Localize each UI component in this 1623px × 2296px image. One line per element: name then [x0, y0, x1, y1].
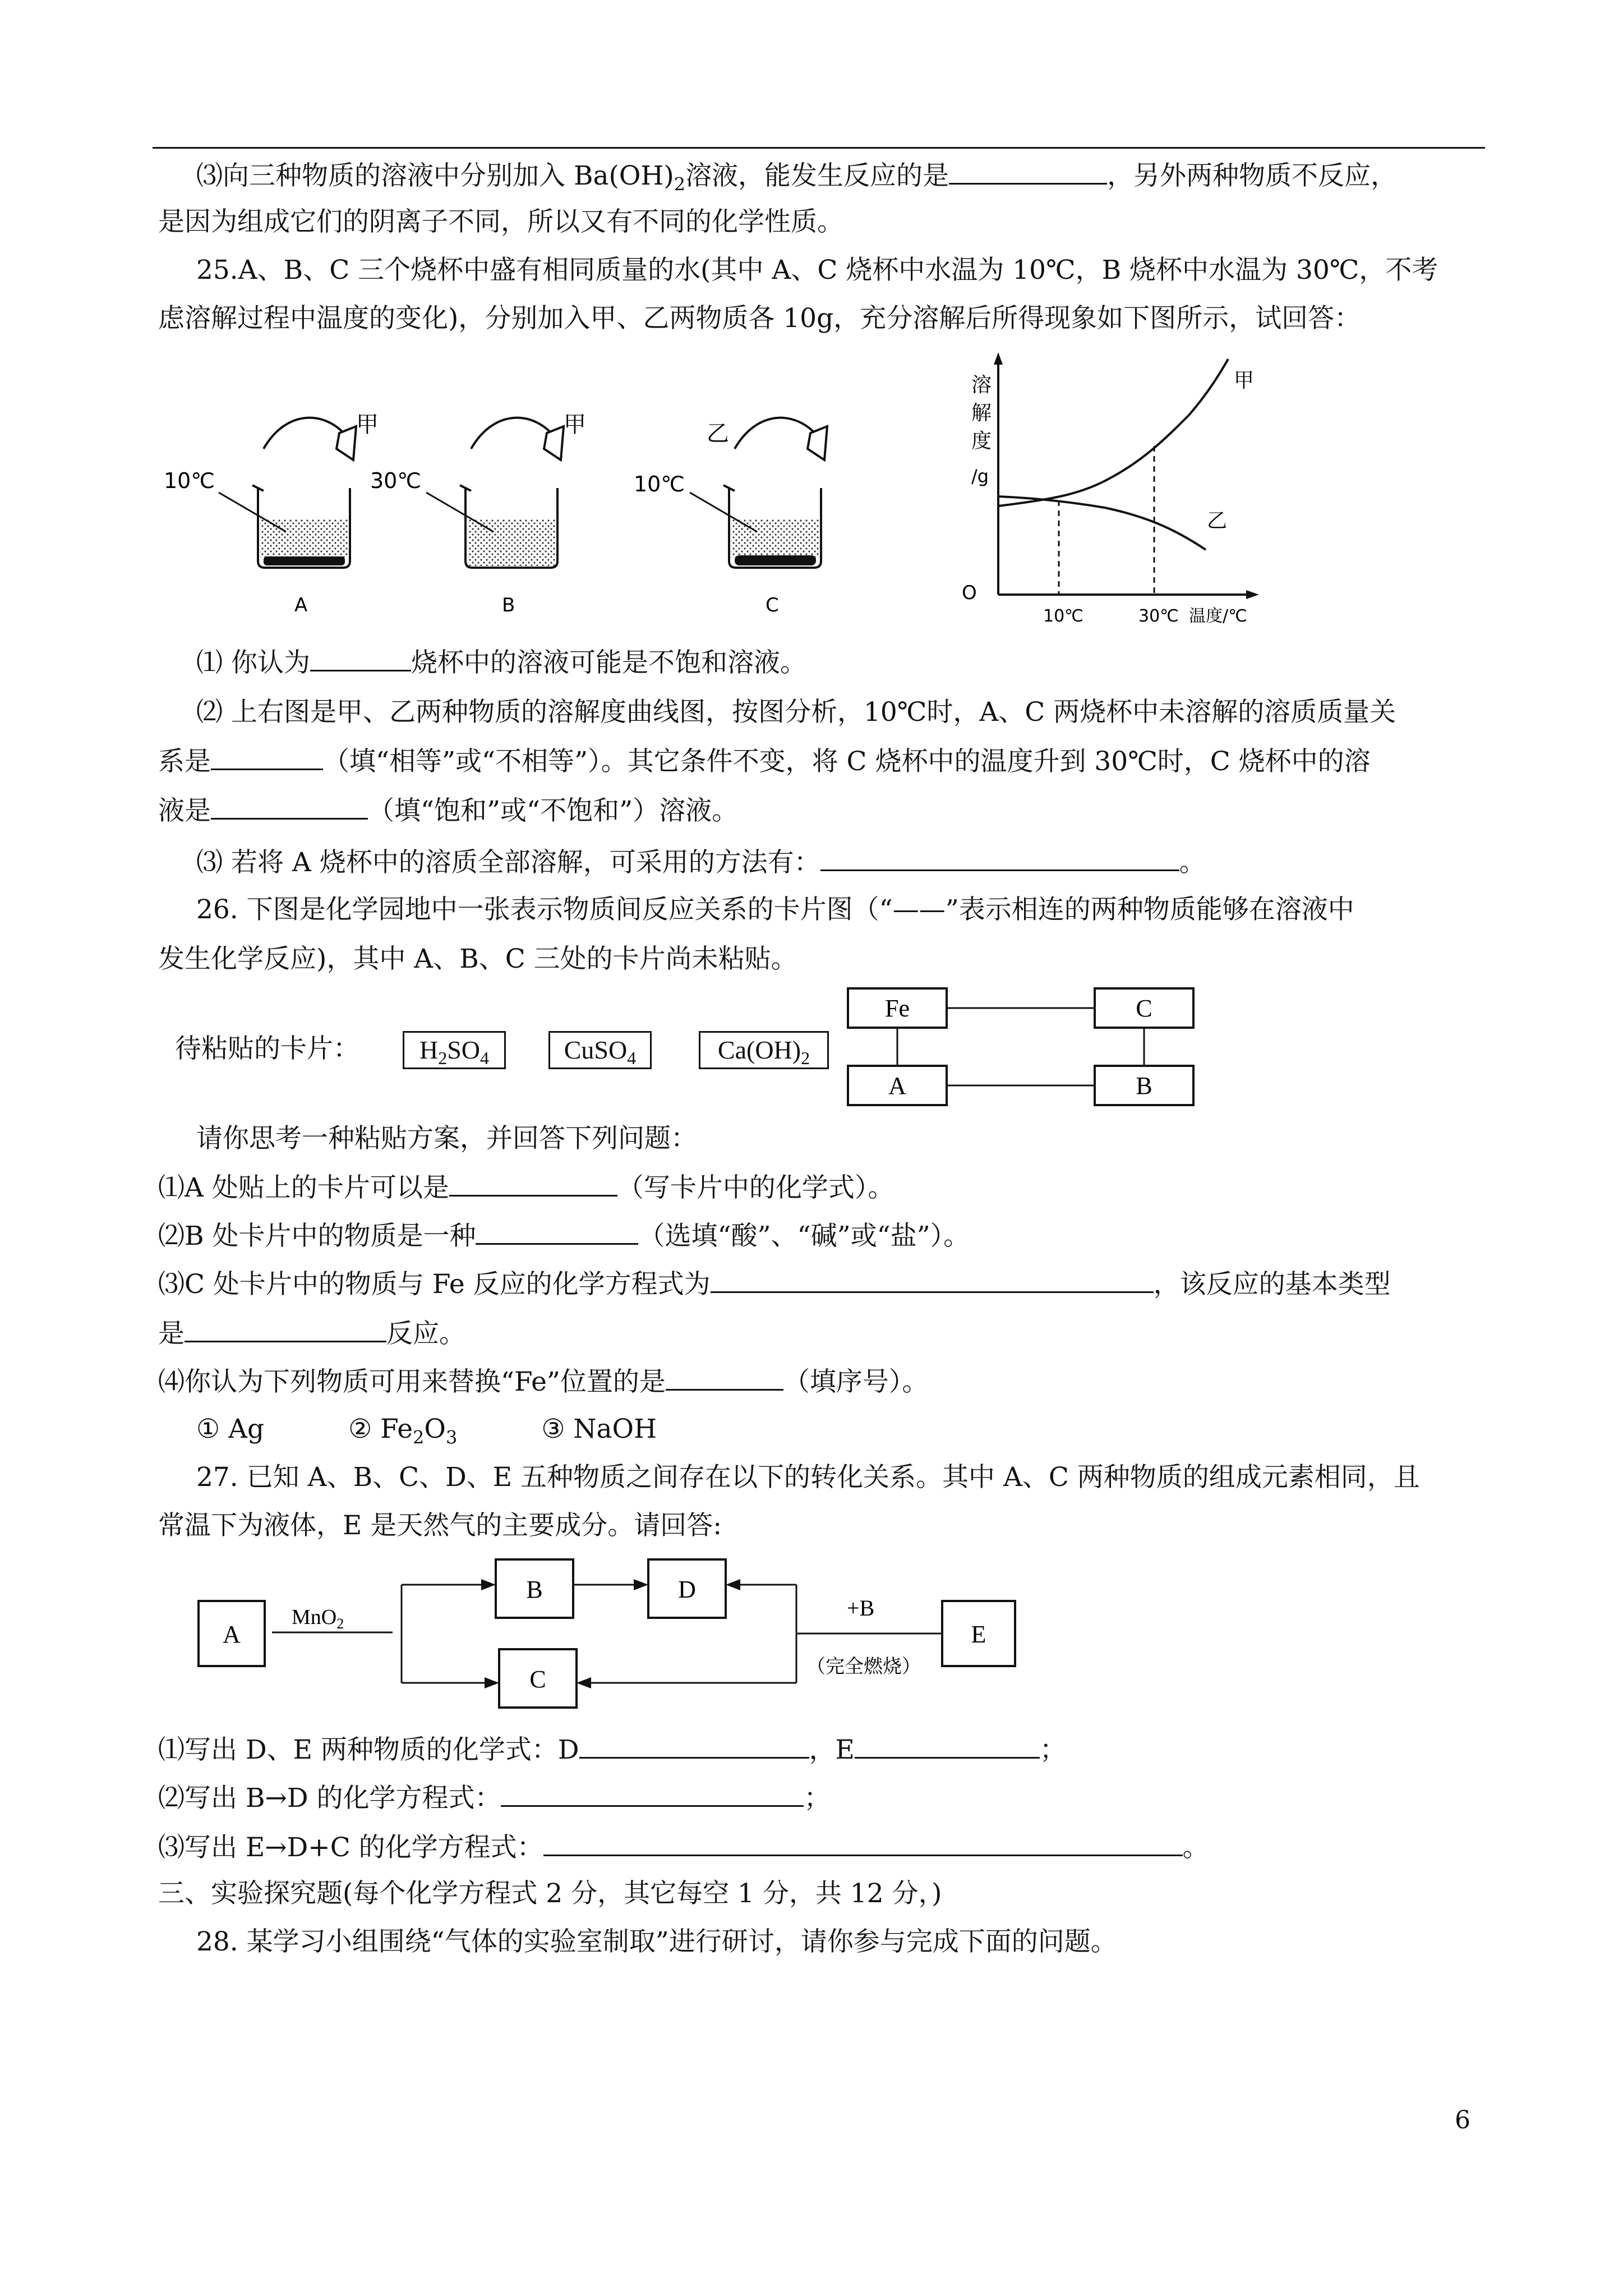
q26-intro: 请你思考一种粘贴方案，并回答下列问题： [196, 1123, 697, 1154]
q26-part3-line1: ⑶C 处卡片中的物质与 Fe 反应的化学方程式为 ，该反应的基本类型 [158, 1267, 1487, 1301]
beakers-figure [157, 393, 970, 628]
page-number: 6 [1455, 2106, 1470, 2134]
solubility-graph [959, 348, 1273, 628]
ylabel-1: 溶 [971, 374, 992, 397]
burn-label: （完全燃烧） [806, 1655, 921, 1678]
q25-part1: ⑴ 你认为 烧杯中的溶液可能是不饱和溶液。 [196, 645, 1486, 680]
beaker-a [164, 412, 379, 616]
label-a: A [888, 1072, 906, 1099]
q25-part2-line1: ⑵ 上右图是甲、乙两种物质的溶解度曲线图，按图分析，10℃时，A、C 两烧杯中未溶解的溶质质量关 [196, 697, 1396, 728]
plus-b-label: +B [847, 1595, 875, 1621]
catalyst-label: MnO$_2$ [292, 1605, 344, 1632]
label-e: E [971, 1621, 986, 1648]
beaker-c-temp: 10℃ [634, 472, 685, 496]
beaker-b-substance: 甲 [564, 412, 586, 438]
option-3[interactable]: ③ NaOH [541, 1414, 657, 1444]
xtick-30: 30℃ [1138, 606, 1179, 626]
xtick-10: 10℃ [1043, 606, 1083, 626]
cards-label: 待粘贴的卡片： [175, 1033, 359, 1064]
curve-jia [998, 359, 1228, 506]
answer-blank[interactable] [949, 158, 1107, 185]
q26-part3-line2: 是 反应。 [158, 1316, 1487, 1351]
beaker-a-label: A [294, 594, 308, 616]
q25-part3: ⑶ 若将 A 烧杯中的溶质全部溶解，可采用的方法有： 。 [196, 845, 1486, 880]
beaker-b-label: B [502, 594, 515, 616]
beaker-c-substance: 乙 [707, 421, 729, 447]
answer-blank[interactable] [855, 1732, 1040, 1759]
q24-part3-line2: 是因为组成它们的阴离子不同，所以又有不同的化学性质。 [158, 206, 843, 237]
answer-blank[interactable] [711, 1267, 1154, 1293]
answer-blank[interactable] [185, 1316, 386, 1342]
curve-yi-label: 乙 [1207, 509, 1228, 532]
section-heading: 三、实验探究题(每个化学方程式 2 分，其它每空 1 分，共 12 分，) [158, 1878, 942, 1909]
q25-stem-line1: 25.A、B、C 三个烧杯中盛有相同质量的水(其中 A、C 烧杯中水温为 10℃，B 烧杯中水温为 30℃，不考 [196, 255, 1438, 286]
q26-options [196, 1412, 1486, 1454]
label-b: B [526, 1576, 543, 1603]
beaker-a-temp: 10℃ [164, 468, 215, 493]
answer-blank[interactable] [211, 793, 368, 820]
q25-part2-line2: 系是 （填“相等”或“不相等”）。其它条件不变，将 C 烧杯中的温度升到 30℃时，C 烧杯中的溶 [158, 744, 1487, 779]
beaker-c-label: C [766, 594, 779, 616]
beaker-a-substance: 甲 [356, 412, 379, 438]
q27-part1: ⑴写出 D、E 两种物质的化学式：D ，E ； [158, 1732, 1487, 1767]
q26-part2: ⑵B 处卡片中的物质是一种 （选填“酸”、“碱”或“盐”）。 [158, 1218, 1487, 1253]
graph-origin: O [962, 582, 977, 604]
q27-part3: ⑶写出 E→D+C 的化学方程式： 。 [158, 1830, 1487, 1865]
q26-part1: ⑴A 处贴上的卡片可以是 （写卡片中的化学式）。 [158, 1170, 1487, 1205]
option-2[interactable]: ② $Fe_2O_3$ [348, 1414, 458, 1448]
answer-blank[interactable] [666, 1364, 783, 1391]
beaker-c [634, 418, 827, 616]
option-1[interactable]: ① Ag [196, 1414, 265, 1444]
q25-stem-line2: 虑溶解过程中温度的变化)，分别加入甲、乙两物质各 10g，充分溶解后所得现象如下图所示，试回答： [158, 303, 1361, 334]
q24-part3-line1: ⑶向三种物质的溶液中分别加入 $Ba(OH)_2$溶液，能发生反应的是 ，另外两种物质不反应， [196, 158, 1486, 201]
curve-jia-label: 甲 [1234, 369, 1255, 392]
answer-blank[interactable] [449, 1170, 617, 1197]
q26-stem-line2: 发生化学反应)，其中 A、B、C 三处的卡片尚未粘贴。 [158, 944, 797, 974]
label-d: D [678, 1576, 696, 1603]
answer-blank[interactable] [476, 1218, 638, 1245]
card-cuso4[interactable]: CuSO$_4$ [548, 1031, 652, 1069]
label-c: C [529, 1665, 546, 1693]
card-caoh2[interactable]: $Ca(OH)_2$ [699, 1031, 829, 1069]
q26-part4: ⑷你认为下列物质可用来替换“Fe”位置的是 （填序号）。 [158, 1364, 1487, 1399]
label-a: A [223, 1621, 241, 1648]
ylabel-4: /g [971, 466, 989, 487]
label-fe: Fe [885, 995, 910, 1022]
q26-stem-line1: 26. 下图是化学园地中一张表示物质间反应关系的卡片图（“——”表示相连的两种物质能够在溶液中 [196, 894, 1354, 925]
label-b: B [1136, 1072, 1152, 1099]
ylabel-3: 度 [971, 430, 992, 453]
answer-blank[interactable] [310, 645, 411, 671]
graph-xlabel: 温度/℃ [1189, 606, 1247, 626]
ylabel-2: 解 [971, 402, 992, 425]
answer-blank[interactable] [501, 1780, 804, 1807]
card-relation-diagram [841, 982, 1211, 1111]
curve-yi [998, 496, 1206, 550]
q25-part2-line3: 液是 （填“饱和”或“不饱和”）溶液。 [158, 793, 1487, 828]
answer-blank[interactable] [543, 1830, 1183, 1856]
q28-stem: 28. 某学习小组围绕“气体的实验室制取”进行研讨，请你参与完成下面的问题。 [196, 1926, 1117, 1957]
answer-blank[interactable] [820, 845, 1179, 871]
q27-stem-line1: 27. 已知 A、B、C、D、E 五种物质之间存在以下的转化关系。其中 A、C 两种物质的组成元素相同，且 [196, 1462, 1420, 1493]
q27-part2: ⑵写出 B→D 的化学方程式： ； [158, 1780, 1487, 1815]
q27-stem-line2: 常温下为液体，E 是天然气的主要成分。请回答: [158, 1510, 722, 1541]
beaker-b-temp: 30℃ [370, 468, 422, 493]
answer-blank[interactable] [211, 744, 323, 770]
label-c: C [1136, 995, 1152, 1022]
header-rule [153, 147, 1485, 149]
beaker-b [370, 412, 586, 616]
card-h2so4[interactable]: $H_2SO_4$ [403, 1031, 506, 1069]
conversion-diagram [191, 1554, 1043, 1722]
answer-blank[interactable] [579, 1732, 809, 1759]
